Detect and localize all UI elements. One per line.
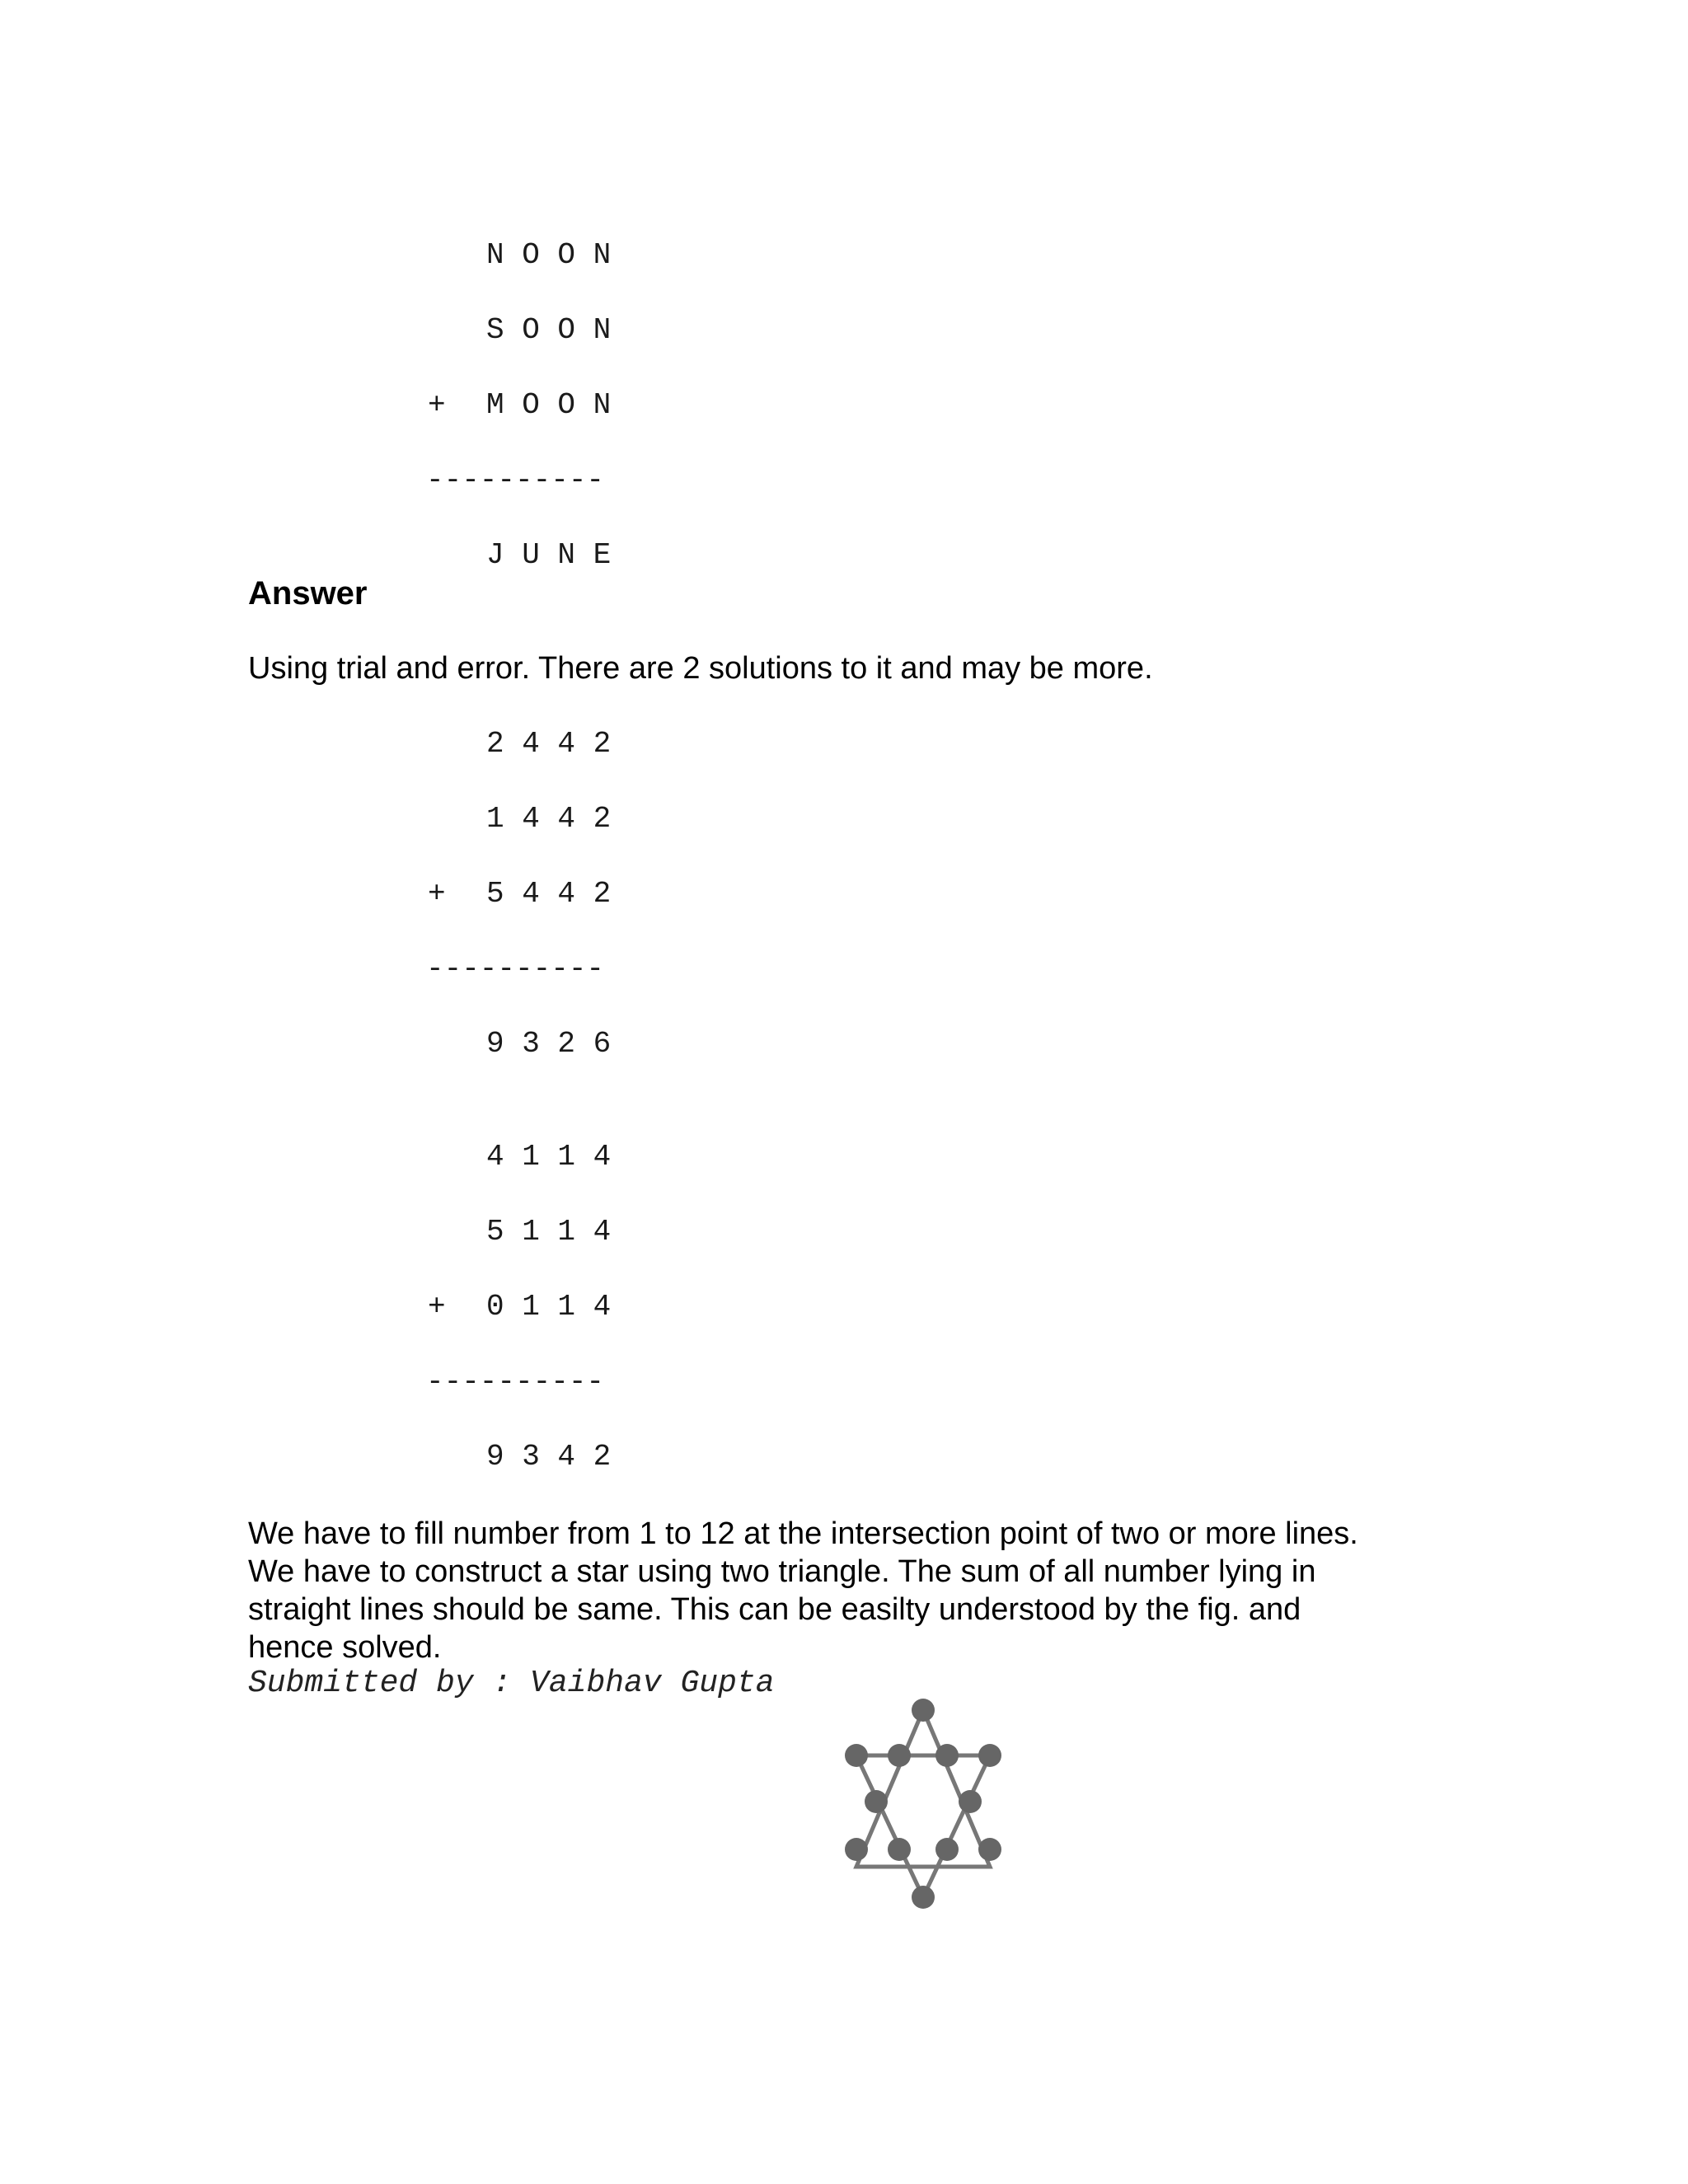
solution1-result: 9 3 2 6 bbox=[486, 1027, 612, 1061]
solution2-result: 9 3 4 2 bbox=[486, 1440, 612, 1474]
star-node-lower-right-inner bbox=[935, 1838, 959, 1861]
star-node-upper-left-inner bbox=[888, 1744, 911, 1767]
paragraph-line-2: We have to construct a star using two triangle. The sum of all number lying in bbox=[248, 1554, 1316, 1589]
star-node-bottom bbox=[912, 1886, 935, 1909]
next-puzzle-paragraph bbox=[248, 1515, 1484, 1666]
star-node-top bbox=[912, 1699, 935, 1722]
star-node-lower-right-tip bbox=[978, 1838, 1001, 1861]
puzzle-rule: ---------- bbox=[426, 463, 605, 497]
solution2-line-1: 4 1 1 4 bbox=[486, 1140, 612, 1174]
six-pointed-star-figure bbox=[832, 1690, 1014, 1912]
paragraph-line-4: hence solved. bbox=[248, 1630, 442, 1665]
star-node-middle-left bbox=[865, 1790, 888, 1813]
star-node-upper-right-inner bbox=[935, 1744, 959, 1767]
answer-intro: Using trial and error. There are 2 solutions to it and may be more. bbox=[248, 651, 1153, 686]
star-nodes bbox=[845, 1699, 1001, 1909]
solution1-line-1: 2 4 4 2 bbox=[486, 727, 612, 761]
star-node-lower-left-inner bbox=[888, 1838, 911, 1861]
puzzle-plus-sign: + bbox=[428, 388, 446, 422]
solution2-line-2: 5 1 1 4 bbox=[486, 1215, 612, 1249]
solution1-plus-sign: + bbox=[428, 877, 446, 911]
answer-heading: Answer bbox=[248, 575, 368, 612]
submitted-by-signature: Submitted by : Vaibhav Gupta bbox=[248, 1666, 775, 1701]
star-node-upper-right-tip bbox=[978, 1744, 1001, 1767]
star-node-lower-left-tip bbox=[845, 1838, 868, 1861]
puzzle-result: J U N E bbox=[486, 538, 612, 572]
puzzle-line-3: M O O N bbox=[486, 388, 612, 422]
puzzle-line-1: N O O N bbox=[486, 238, 612, 272]
solution1-line-2: 1 4 4 2 bbox=[486, 802, 612, 836]
solution1-line-3: 5 4 4 2 bbox=[486, 877, 612, 911]
star-node-middle-right bbox=[959, 1790, 982, 1813]
solution2-plus-sign: + bbox=[428, 1290, 446, 1324]
solution1-rule: ---------- bbox=[426, 952, 605, 986]
solution2-line-3: 0 1 1 4 bbox=[486, 1290, 612, 1324]
solution2-rule: ---------- bbox=[426, 1365, 605, 1399]
paragraph-line-1: We have to fill number from 1 to 12 at the intersection point of two or more lines. bbox=[248, 1516, 1358, 1551]
star-node-upper-left-tip bbox=[845, 1744, 868, 1767]
paragraph-line-3: straight lines should be same. This can be easilty understood by the fig. and bbox=[248, 1592, 1301, 1627]
upward-triangle bbox=[856, 1710, 990, 1867]
downward-triangle bbox=[856, 1755, 990, 1897]
puzzle-line-2: S O O N bbox=[486, 313, 612, 347]
